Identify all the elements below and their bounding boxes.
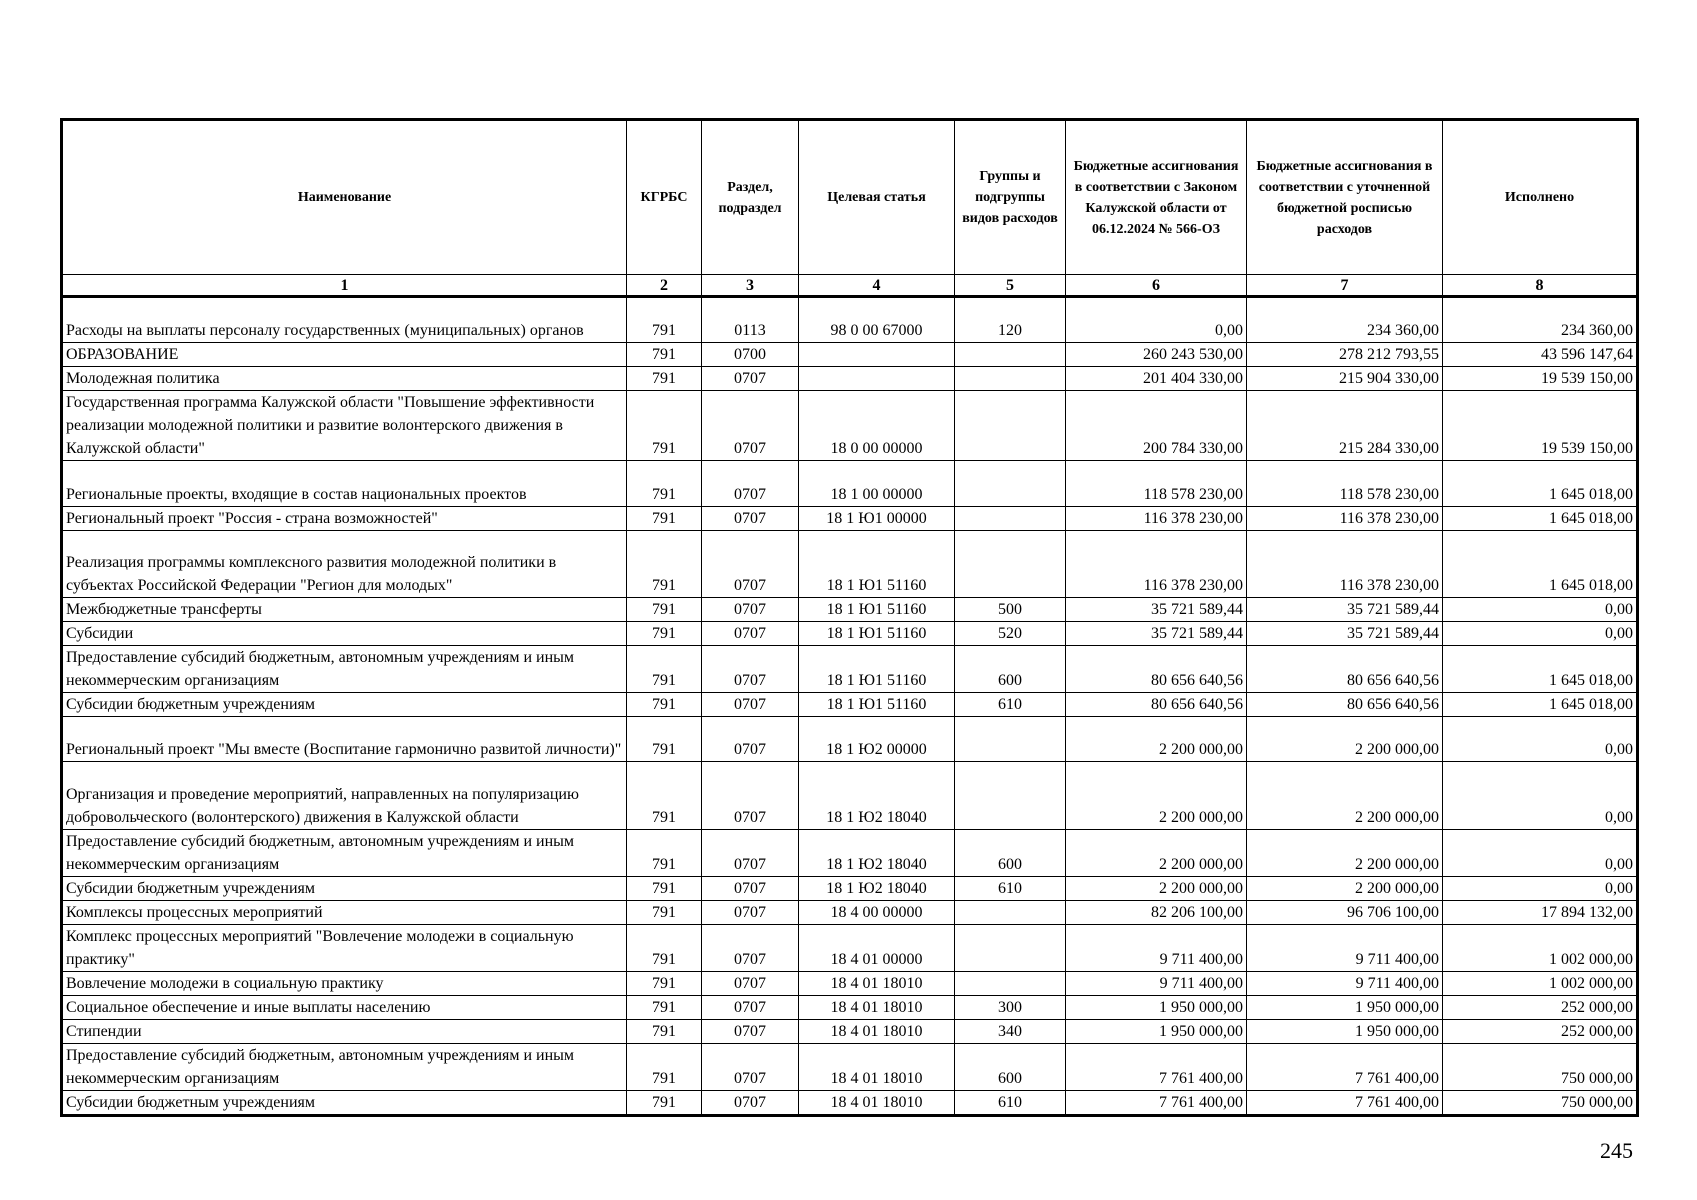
cell-refined: 96 706 100,00	[1247, 901, 1443, 925]
cell-target: 18 4 01 18010	[799, 996, 955, 1020]
table-row	[62, 1044, 1638, 1091]
cell-law: 200 784 330,00	[1066, 391, 1247, 461]
cell-section: 0707	[702, 507, 799, 531]
cell-refined: 9 711 400,00	[1247, 972, 1443, 996]
cell-executed: 19 539 150,00	[1443, 391, 1638, 461]
table-row	[62, 830, 1638, 877]
cell-refined: 1 950 000,00	[1247, 1020, 1443, 1044]
table-row	[62, 507, 1638, 531]
cell-name: Субсидии	[62, 622, 627, 646]
cell-kgrbs: 791	[627, 507, 702, 531]
cell-name: Социальное обеспечение и иные выплаты населению	[62, 996, 627, 1020]
cell-kgrbs: 791	[627, 877, 702, 901]
cell-name: Субсидии бюджетным учреждениям	[62, 693, 627, 717]
cell-section: 0113	[702, 297, 799, 343]
cell-kgrbs: 791	[627, 1044, 702, 1091]
cell-law: 1 950 000,00	[1066, 1020, 1247, 1044]
cell-section: 0707	[702, 830, 799, 877]
cell-group: 600	[955, 646, 1066, 693]
header-refined: Бюджетные ассигнования в соответствии с уточненной бюджетной росписью расходов	[1247, 120, 1443, 275]
cell-executed: 1 645 018,00	[1443, 507, 1638, 531]
cell-name: Предоставление субсидий бюджетным, автономным учреждениям и иным некоммерческим организациям	[62, 646, 627, 693]
cell-group	[955, 717, 1066, 762]
cell-kgrbs: 791	[627, 762, 702, 830]
cell-kgrbs: 791	[627, 972, 702, 996]
cell-group: 500	[955, 598, 1066, 622]
header-target: Целевая статья	[799, 120, 955, 275]
cell-target: 18 1 Ю2 18040	[799, 830, 955, 877]
cell-law: 35 721 589,44	[1066, 622, 1247, 646]
column-number: 8	[1443, 275, 1638, 297]
cell-group	[955, 901, 1066, 925]
cell-section: 0707	[702, 1044, 799, 1091]
cell-executed: 17 894 132,00	[1443, 901, 1638, 925]
cell-group: 600	[955, 1044, 1066, 1091]
cell-executed: 234 360,00	[1443, 297, 1638, 343]
cell-kgrbs: 791	[627, 598, 702, 622]
cell-group	[955, 391, 1066, 461]
cell-section: 0707	[702, 531, 799, 598]
cell-target: 18 1 Ю2 18040	[799, 762, 955, 830]
cell-target: 18 1 Ю1 00000	[799, 507, 955, 531]
cell-section: 0707	[702, 391, 799, 461]
table-row	[62, 646, 1638, 693]
cell-refined: 7 761 400,00	[1247, 1044, 1443, 1091]
cell-law: 2 200 000,00	[1066, 717, 1247, 762]
cell-section: 0707	[702, 1020, 799, 1044]
cell-target: 18 1 Ю1 51160	[799, 622, 955, 646]
cell-executed: 0,00	[1443, 717, 1638, 762]
table-row	[62, 367, 1638, 391]
column-number: 3	[702, 275, 799, 297]
cell-law: 80 656 640,56	[1066, 646, 1247, 693]
column-number: 2	[627, 275, 702, 297]
table-row	[62, 762, 1638, 830]
table-row	[62, 461, 1638, 507]
cell-group	[955, 461, 1066, 507]
cell-law: 9 711 400,00	[1066, 925, 1247, 972]
cell-refined: 9 711 400,00	[1247, 925, 1443, 972]
cell-target: 18 4 01 18010	[799, 1091, 955, 1116]
cell-law: 2 200 000,00	[1066, 762, 1247, 830]
cell-kgrbs: 791	[627, 717, 702, 762]
cell-name: Расходы на выплаты персоналу государственных (муниципальных) органов	[62, 297, 627, 343]
cell-target: 18 4 01 18010	[799, 1044, 955, 1091]
cell-kgrbs: 791	[627, 830, 702, 877]
cell-group: 340	[955, 1020, 1066, 1044]
cell-target: 18 1 Ю2 18040	[799, 877, 955, 901]
cell-refined: 116 378 230,00	[1247, 507, 1443, 531]
cell-name: Региональный проект "Россия - страна возможностей"	[62, 507, 627, 531]
cell-target: 18 1 Ю1 51160	[799, 531, 955, 598]
cell-target	[799, 343, 955, 367]
cell-law: 7 761 400,00	[1066, 1044, 1247, 1091]
cell-refined: 1 950 000,00	[1247, 996, 1443, 1020]
header-executed: Исполнено	[1443, 120, 1638, 275]
cell-section: 0700	[702, 343, 799, 367]
cell-law: 201 404 330,00	[1066, 367, 1247, 391]
cell-kgrbs: 791	[627, 1020, 702, 1044]
cell-name: Государственная программа Калужской области "Повышение эффективности реализации молодежной политики и развитие волонтерского движения в Калужской области"	[62, 391, 627, 461]
table-row	[62, 297, 1638, 343]
cell-name: Реализация программы комплексного развития молодежной политики в субъектах Российской Федерации "Регион для молодых"	[62, 531, 627, 598]
table-row	[62, 598, 1638, 622]
cell-section: 0707	[702, 877, 799, 901]
cell-refined: 7 761 400,00	[1247, 1091, 1443, 1116]
column-number: 4	[799, 275, 955, 297]
cell-group: 610	[955, 877, 1066, 901]
cell-group: 600	[955, 830, 1066, 877]
cell-group	[955, 507, 1066, 531]
cell-refined: 80 656 640,56	[1247, 693, 1443, 717]
cell-name: Комплекс процессных мероприятий "Вовлечение молодежи в социальную практику"	[62, 925, 627, 972]
cell-kgrbs: 791	[627, 367, 702, 391]
cell-section: 0707	[702, 461, 799, 507]
cell-law: 7 761 400,00	[1066, 1091, 1247, 1116]
column-number: 1	[62, 275, 627, 297]
cell-section: 0707	[702, 972, 799, 996]
cell-kgrbs: 791	[627, 693, 702, 717]
cell-law: 1 950 000,00	[1066, 996, 1247, 1020]
cell-refined: 2 200 000,00	[1247, 877, 1443, 901]
cell-section: 0707	[702, 367, 799, 391]
cell-name: Предоставление субсидий бюджетным, автономным учреждениям и иным некоммерческим организациям	[62, 1044, 627, 1091]
cell-target: 18 1 Ю1 51160	[799, 646, 955, 693]
cell-group: 610	[955, 693, 1066, 717]
cell-executed: 1 645 018,00	[1443, 531, 1638, 598]
cell-executed: 0,00	[1443, 622, 1638, 646]
table-row	[62, 901, 1638, 925]
cell-section: 0707	[702, 646, 799, 693]
budget-table	[60, 118, 1639, 1117]
cell-target: 18 0 00 00000	[799, 391, 955, 461]
cell-group	[955, 343, 1066, 367]
cell-executed: 0,00	[1443, 762, 1638, 830]
cell-executed: 1 002 000,00	[1443, 925, 1638, 972]
cell-section: 0707	[702, 717, 799, 762]
cell-group	[955, 925, 1066, 972]
cell-name: Региональные проекты, входящие в состав национальных проектов	[62, 461, 627, 507]
cell-law: 35 721 589,44	[1066, 598, 1247, 622]
cell-kgrbs: 791	[627, 901, 702, 925]
cell-section: 0707	[702, 925, 799, 972]
cell-target	[799, 367, 955, 391]
cell-section: 0707	[702, 762, 799, 830]
cell-target: 18 1 Ю1 51160	[799, 693, 955, 717]
table-row	[62, 925, 1638, 972]
cell-law: 2 200 000,00	[1066, 830, 1247, 877]
cell-refined: 35 721 589,44	[1247, 622, 1443, 646]
cell-name: Субсидии бюджетным учреждениям	[62, 1091, 627, 1116]
cell-law: 118 578 230,00	[1066, 461, 1247, 507]
cell-kgrbs: 791	[627, 646, 702, 693]
cell-law: 260 243 530,00	[1066, 343, 1247, 367]
table-row	[62, 1020, 1638, 1044]
cell-refined: 2 200 000,00	[1247, 830, 1443, 877]
cell-kgrbs: 791	[627, 297, 702, 343]
cell-refined: 234 360,00	[1247, 297, 1443, 343]
cell-group	[955, 972, 1066, 996]
cell-group	[955, 531, 1066, 598]
cell-target: 18 4 01 00000	[799, 925, 955, 972]
cell-target: 18 1 00 00000	[799, 461, 955, 507]
cell-executed: 0,00	[1443, 830, 1638, 877]
cell-target: 18 1 Ю1 51160	[799, 598, 955, 622]
cell-law: 116 378 230,00	[1066, 507, 1247, 531]
cell-executed: 43 596 147,64	[1443, 343, 1638, 367]
cell-name: Организация и проведение мероприятий, направленных на популяризацию добровольческого (волонтерского) движения в Калужской области	[62, 762, 627, 830]
cell-group: 520	[955, 622, 1066, 646]
table-row	[62, 877, 1638, 901]
table-row	[62, 343, 1638, 367]
cell-executed: 750 000,00	[1443, 1044, 1638, 1091]
cell-executed: 1 002 000,00	[1443, 972, 1638, 996]
table-row	[62, 531, 1638, 598]
cell-refined: 278 212 793,55	[1247, 343, 1443, 367]
cell-target: 18 4 01 18010	[799, 972, 955, 996]
cell-name: Предоставление субсидий бюджетным, автономным учреждениям и иным некоммерческим организациям	[62, 830, 627, 877]
cell-section: 0707	[702, 1091, 799, 1116]
cell-refined: 2 200 000,00	[1247, 717, 1443, 762]
cell-kgrbs: 791	[627, 1091, 702, 1116]
cell-kgrbs: 791	[627, 996, 702, 1020]
cell-group	[955, 367, 1066, 391]
cell-executed: 1 645 018,00	[1443, 461, 1638, 507]
cell-executed: 252 000,00	[1443, 996, 1638, 1020]
cell-name: Региональный проект "Мы вместе (Воспитание гармонично развитой личности)"	[62, 717, 627, 762]
cell-refined: 215 904 330,00	[1247, 367, 1443, 391]
cell-group	[955, 762, 1066, 830]
cell-target: 18 4 00 00000	[799, 901, 955, 925]
table-row	[62, 391, 1638, 461]
header-kgrbs: КГРБС	[627, 120, 702, 275]
cell-refined: 116 378 230,00	[1247, 531, 1443, 598]
cell-executed: 252 000,00	[1443, 1020, 1638, 1044]
cell-target: 18 1 Ю2 00000	[799, 717, 955, 762]
cell-name: Субсидии бюджетным учреждениям	[62, 877, 627, 901]
cell-kgrbs: 791	[627, 461, 702, 507]
column-number: 7	[1247, 275, 1443, 297]
column-number: 6	[1066, 275, 1247, 297]
cell-target: 18 4 01 18010	[799, 1020, 955, 1044]
cell-group: 610	[955, 1091, 1066, 1116]
column-number: 5	[955, 275, 1066, 297]
cell-executed: 19 539 150,00	[1443, 367, 1638, 391]
cell-law: 0,00	[1066, 297, 1247, 343]
cell-executed: 1 645 018,00	[1443, 693, 1638, 717]
cell-target: 98 0 00 67000	[799, 297, 955, 343]
cell-refined: 2 200 000,00	[1247, 762, 1443, 830]
header-law: Бюджетные ассигнования в соответствии с Законом Калужской области от 06.12.2024 № 566-ОЗ	[1066, 120, 1247, 275]
cell-law: 80 656 640,56	[1066, 693, 1247, 717]
cell-executed: 0,00	[1443, 598, 1638, 622]
table-row	[62, 693, 1638, 717]
cell-section: 0707	[702, 901, 799, 925]
cell-law: 2 200 000,00	[1066, 877, 1247, 901]
table-row	[62, 972, 1638, 996]
cell-law: 9 711 400,00	[1066, 972, 1247, 996]
cell-kgrbs: 791	[627, 391, 702, 461]
cell-executed: 750 000,00	[1443, 1091, 1638, 1116]
cell-executed: 1 645 018,00	[1443, 646, 1638, 693]
cell-kgrbs: 791	[627, 531, 702, 598]
cell-kgrbs: 791	[627, 622, 702, 646]
header-name: Наименование	[62, 120, 627, 275]
cell-name: Молодежная политика	[62, 367, 627, 391]
cell-name: Вовлечение молодежи в социальную практику	[62, 972, 627, 996]
table-row	[62, 996, 1638, 1020]
cell-name: Межбюджетные трансферты	[62, 598, 627, 622]
cell-kgrbs: 791	[627, 925, 702, 972]
table-row	[62, 1091, 1638, 1116]
column-number-row	[62, 275, 1638, 297]
cell-section: 0707	[702, 598, 799, 622]
cell-name: Стипендии	[62, 1020, 627, 1044]
header-groups: Группы и подгруппы видов расходов	[955, 120, 1066, 275]
cell-group: 120	[955, 297, 1066, 343]
cell-section: 0707	[702, 996, 799, 1020]
cell-executed: 0,00	[1443, 877, 1638, 901]
header-row	[62, 120, 1638, 275]
cell-section: 0707	[702, 693, 799, 717]
cell-law: 116 378 230,00	[1066, 531, 1247, 598]
cell-name: ОБРАЗОВАНИЕ	[62, 343, 627, 367]
cell-refined: 80 656 640,56	[1247, 646, 1443, 693]
cell-refined: 118 578 230,00	[1247, 461, 1443, 507]
table-row	[62, 622, 1638, 646]
cell-law: 82 206 100,00	[1066, 901, 1247, 925]
table-body	[62, 297, 1638, 1116]
cell-section: 0707	[702, 622, 799, 646]
cell-kgrbs: 791	[627, 343, 702, 367]
cell-group: 300	[955, 996, 1066, 1020]
page-number: 245	[1600, 1138, 1633, 1163]
cell-name: Комплексы процессных мероприятий	[62, 901, 627, 925]
header-section: Раздел, подраздел	[702, 120, 799, 275]
cell-refined: 215 284 330,00	[1247, 391, 1443, 461]
table-row	[62, 717, 1638, 762]
cell-refined: 35 721 589,44	[1247, 598, 1443, 622]
